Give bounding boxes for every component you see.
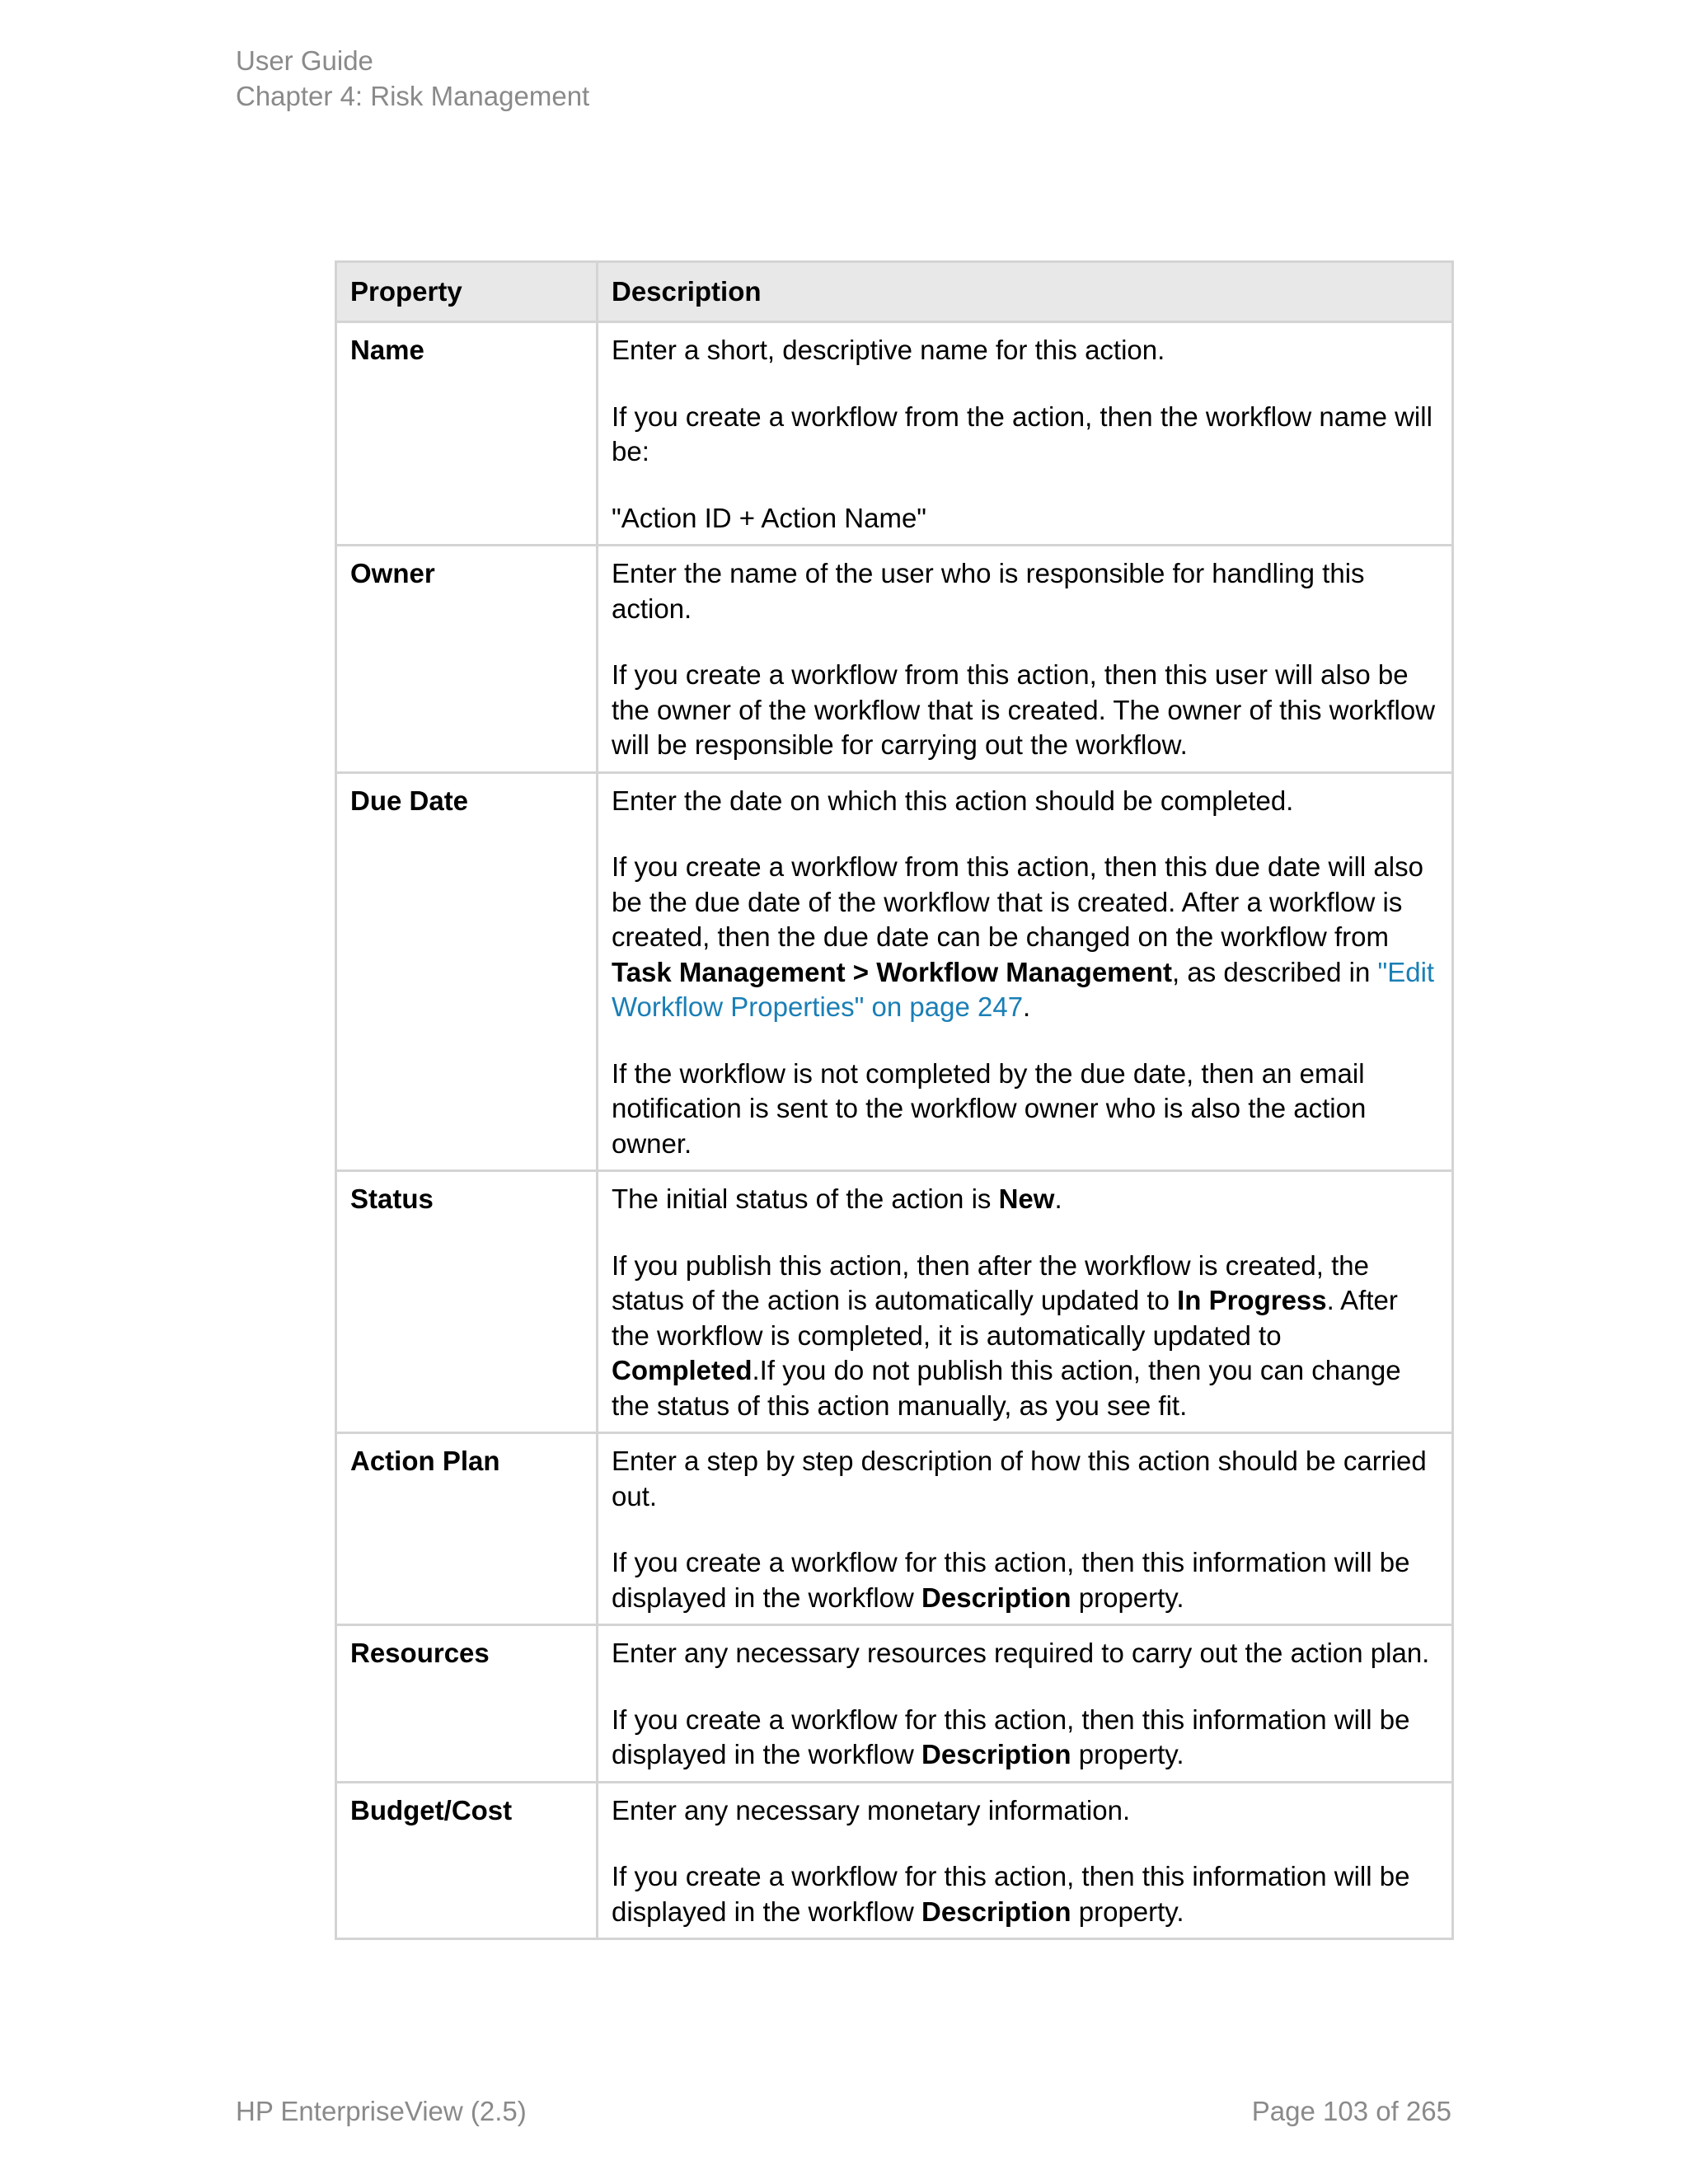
description-paragraph: Enter a step by step description of how this action should be carried out. xyxy=(612,1446,1427,1511)
menu-path-emphasis: Task Management > Workflow Management xyxy=(612,956,1173,987)
description-budget-cost xyxy=(598,1782,1453,1939)
description-paragraph: If you create a workflow from the action, then the workflow name will be: xyxy=(612,401,1432,466)
description-owner xyxy=(598,546,1453,773)
description-action-plan xyxy=(598,1433,1453,1625)
description-paragraph: If you create a workflow from this action, then this due date will also be the due date of the workflow that is created. After a workflow is created, then the due date can be changed on the workflow from Task Management > Workflow Management, as described in "Edit Workflow Properties" on page 247. xyxy=(612,851,1435,1022)
property-status: Status xyxy=(336,1171,598,1433)
header-chapter-title: Chapter 4: Risk Management xyxy=(236,81,590,111)
footer-page-number: Page 103 of 265 xyxy=(1251,2096,1451,2126)
table-header-row xyxy=(336,262,1453,322)
description-paragraph: Enter a short, descriptive name for this action. xyxy=(612,335,1165,365)
description-resources xyxy=(598,1625,1453,1783)
property-action-plan: Action Plan xyxy=(336,1433,598,1625)
action-properties-table xyxy=(335,260,1454,1940)
property-budget-cost: Budget/Cost xyxy=(336,1782,598,1939)
table-row-budget-cost xyxy=(336,1782,1453,1939)
description-paragraph: If you create a workflow for this action, then this information will be displayed in the workflow Description property. xyxy=(612,1547,1410,1613)
description-status xyxy=(598,1171,1453,1433)
description-paragraph: If the workflow is not completed by the due date, then an email notification is sent to the workflow owner who is also the action owner. xyxy=(612,1057,1367,1159)
property-owner: Owner xyxy=(336,546,598,773)
description-due-date xyxy=(598,772,1453,1171)
description-paragraph: If you create a workflow from this action, then this user will also be the owner of the workflow that is created. The owner of this workflow will be responsible for carrying out the workflow. xyxy=(612,659,1436,760)
description-paragraph: The initial status of the action is New. xyxy=(612,1183,1062,1214)
property-name: Name xyxy=(336,322,598,546)
description-paragraph: Enter any necessary monetary information. xyxy=(612,1794,1131,1825)
table-row-owner xyxy=(336,546,1453,773)
description-paragraph: "Action ID + Action Name" xyxy=(612,502,927,533)
description-name xyxy=(598,322,1453,546)
description-paragraph: If you create a workflow for this action, then this information will be displayed in the workflow Description property. xyxy=(612,1704,1410,1769)
property-due-date: Due Date xyxy=(336,772,598,1171)
description-paragraph: Enter the name of the user who is responsible for handling this action. xyxy=(612,558,1365,624)
edit-workflow-properties-link[interactable]: "Edit Workflow Properties" on page 247 xyxy=(612,956,1435,1022)
property-resources: Resources xyxy=(336,1625,598,1783)
description-paragraph: If you publish this action, then after the workflow is created, the status of the action is automatically updated to In Progress. After the workflow is completed, it is automatically updated to Completed.If you do not publish this action, then you can change the status of this action manually, as you see fit. xyxy=(612,1249,1401,1421)
table-row-name xyxy=(336,322,1453,546)
table-row-status xyxy=(336,1171,1453,1433)
column-header-description: Description xyxy=(598,262,1453,322)
table-row-due-date xyxy=(336,772,1453,1171)
description-paragraph: Enter the date on which this action should be completed. xyxy=(612,785,1294,816)
footer-product-version: HP EnterpriseView (2.5) xyxy=(236,2096,527,2126)
column-header-property: Property xyxy=(336,262,598,322)
running-header xyxy=(236,43,589,114)
description-paragraph: Enter any necessary resources required to carry out the action plan. xyxy=(612,1638,1430,1668)
table-row-action-plan xyxy=(336,1433,1453,1625)
table-row-resources xyxy=(336,1625,1453,1783)
header-guide-title: User Guide xyxy=(236,45,373,76)
description-paragraph: If you create a workflow for this action, then this information will be displayed in the workflow Description property. xyxy=(612,1861,1410,1927)
